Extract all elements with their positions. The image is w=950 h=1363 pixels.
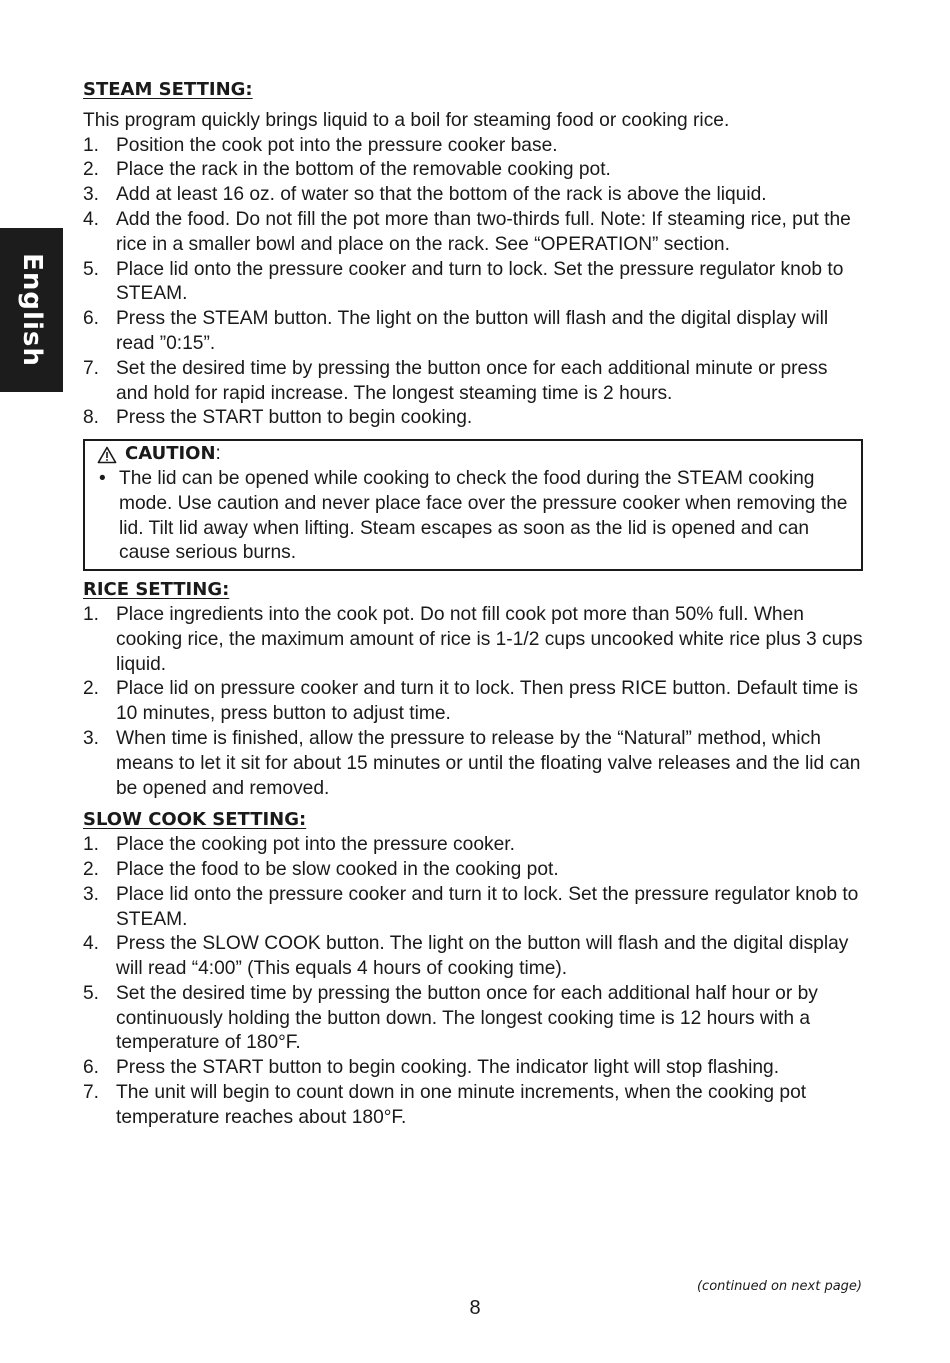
step-number: 7. (83, 357, 100, 379)
caution-label: CAUTION (125, 443, 216, 465)
slow-cook-steps (83, 833, 863, 1131)
step-text: Place the rack in the bottom of the removable cooking pot. (116, 159, 611, 181)
step-number: 2. (83, 858, 100, 880)
step-text: Place ingredients into the cook pot. Do not fill cook pot more than 50% full. When cooking rice, the maximum amount of rice is 1-1/2 cups uncooked white rice plus 3 cups liquid. (116, 603, 863, 675)
caution-text: The lid can be opened while cooking to check the food during the STEAM cooking mode. Use caution and never place face over the pressure cooker when removing the lid. Tilt lid away when lifting. Steam escapes as soon as the lid is opened and can cause serious burns. (119, 467, 848, 564)
step-number: 1. (83, 134, 100, 156)
steam-heading: STEAM SETTING: (83, 79, 253, 100)
step-text: The unit will begin to count down in one minute increments, when the cooking pot temperature reaches about 180°F. (116, 1082, 807, 1128)
warning-triangle-icon (97, 446, 117, 464)
slow-cook-step (83, 982, 863, 1056)
step-text: Place lid on pressure cooker and turn it to lock. Then press RICE button. Default time is 10 minutes, press button to adjust time. (116, 678, 858, 725)
step-number: 6. (83, 308, 100, 330)
step-number: 7. (83, 1082, 100, 1104)
step-number: 5. (83, 258, 100, 280)
steam-steps (83, 134, 863, 432)
step-text: Set the desired time by pressing the button once for each additional half hour or by continuously holding the button down. The longest cooking time is 12 hours with a temperature of 180°F. (116, 982, 818, 1054)
slow-cook-step (83, 833, 863, 858)
step-text: Place lid onto the pressure cooker and turn to lock. Set the pressure regulator knob to STEAM. (116, 258, 844, 305)
steam-intro: This program quickly brings liquid to a boil for steaming food or cooking rice. (83, 109, 730, 131)
rice-step (83, 727, 863, 801)
step-number: 3. (83, 184, 100, 206)
steam-step (83, 208, 863, 258)
step-number: 6. (83, 1057, 100, 1079)
slow-cook-step (83, 932, 863, 982)
steam-step (83, 134, 863, 159)
steam-step (83, 357, 863, 407)
step-number: 5. (83, 982, 100, 1004)
caution-item (93, 467, 851, 566)
step-number: 4. (83, 208, 100, 230)
slow-cook-step (83, 1081, 863, 1131)
step-text: Position the cook pot into the pressure cooker base. (116, 134, 558, 156)
rice-step (83, 603, 863, 677)
step-text: Press the START button to begin cooking. The indicator light will stop flashing. (116, 1057, 780, 1079)
step-number: 8. (83, 407, 100, 429)
step-text: Add the food. Do not fill the pot more than two-thirds full. Note: If steaming rice, put the rice in a smaller bowl and place on the rack. See “OPERATION” section. (116, 208, 851, 255)
caution-colon: : (215, 443, 221, 465)
step-text: Place the food to be slow cooked in the cooking pot. (116, 858, 559, 880)
step-text: Place lid onto the pressure cooker and turn it to lock. Set the pressure regulator knob to STEAM. (116, 883, 859, 930)
step-text: When time is finished, allow the pressure to release by the “Natural” method, which means to let it sit for about 15 minutes or until the floating valve releases and the lid can be opened and removed. (116, 727, 861, 799)
step-number: 1. (83, 834, 100, 856)
slow-cook-step (83, 883, 863, 933)
rice-steps (83, 603, 863, 801)
bullet: • (99, 467, 106, 489)
rice-step (83, 677, 863, 727)
caution-list (93, 467, 851, 566)
steam-step (83, 158, 863, 183)
slow-cook-heading: SLOW COOK SETTING: (83, 809, 307, 831)
step-text: Place the cooking pot into the pressure cooker. (116, 834, 515, 856)
caution-title (93, 442, 851, 467)
step-number: 3. (83, 883, 100, 905)
slow-cook-step (83, 858, 863, 883)
steam-section (83, 78, 863, 431)
rice-section (83, 578, 863, 801)
step-text: Press the SLOW COOK button. The light on the button will flash and the digital display will read “4:00” (This equals 4 hours of cooking time). (116, 933, 849, 980)
slow-cook-section (83, 808, 863, 1130)
slow-cook-step (83, 1056, 863, 1081)
step-text: Set the desired time by pressing the button once for each additional minute or press and hold for rapid increase. The longest steaming time is 2 hours. (116, 357, 828, 404)
steam-step (83, 258, 863, 308)
step-text: Press the STEAM button. The light on the button will flash and the digital display will read ”0:15”. (116, 308, 829, 354)
step-number: 4. (83, 933, 100, 955)
steam-step (83, 307, 863, 357)
step-number: 2. (83, 159, 100, 181)
continued-note: (continued on next page) (696, 1279, 862, 1294)
page-content (83, 78, 863, 1131)
step-number: 2. (83, 678, 100, 700)
step-number: 3. (83, 727, 100, 749)
steam-step (83, 183, 863, 208)
language-tab-label: English (16, 253, 47, 367)
language-tab (0, 228, 63, 392)
step-text: Press the START button to begin cooking. (116, 407, 473, 429)
steam-step (83, 406, 863, 431)
page-number: 8 (469, 1297, 481, 1319)
rice-heading: RICE SETTING: (83, 579, 230, 601)
step-number: 1. (83, 603, 100, 625)
caution-box (83, 439, 863, 571)
step-text: Add at least 16 oz. of water so that the bottom of the rack is above the liquid. (116, 184, 767, 206)
